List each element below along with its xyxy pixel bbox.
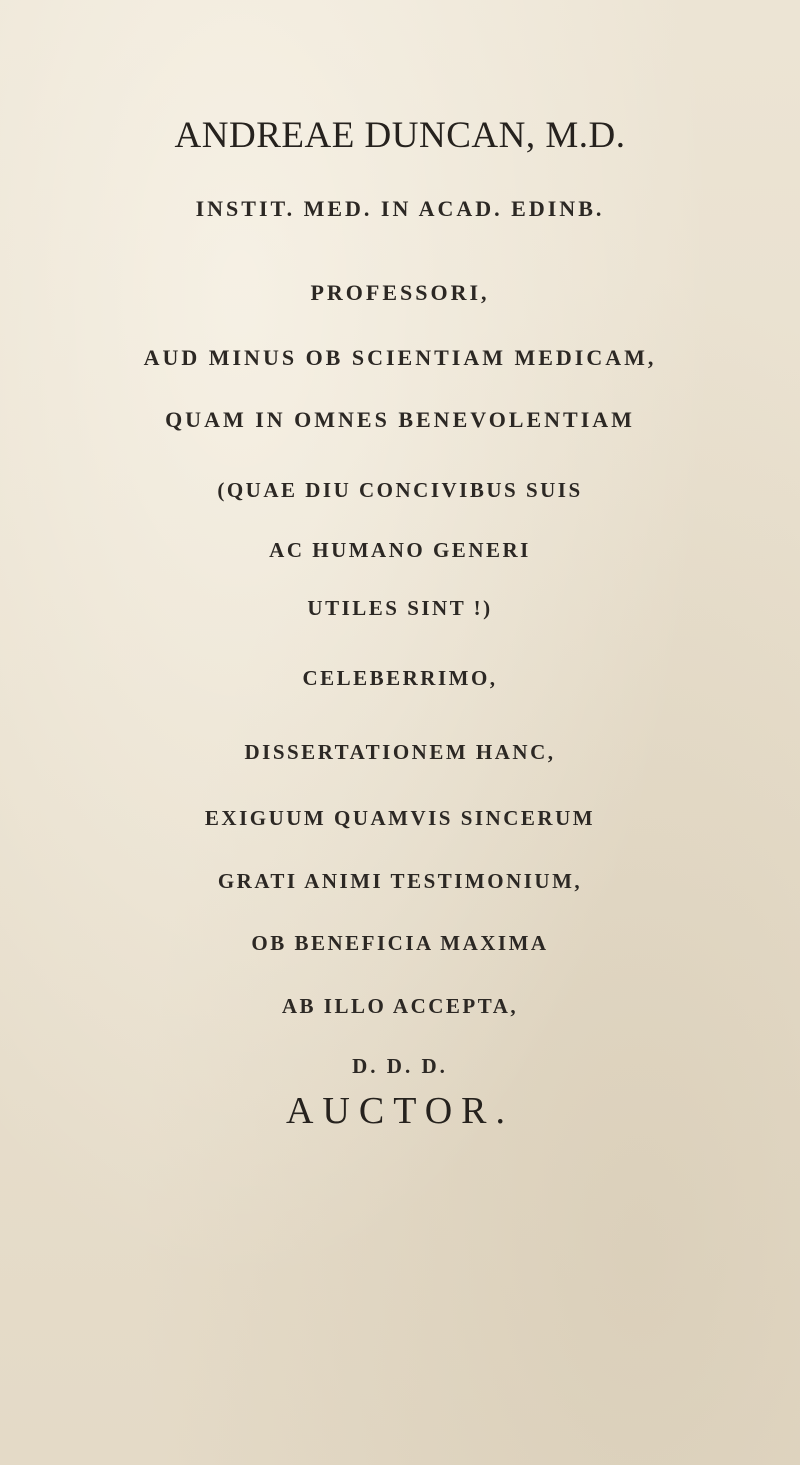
dedication-line-utiles: UTILES SINT !) <box>307 596 493 620</box>
dedication-line-exiguum: EXIGUUM QUAMVIS SINCERUM <box>204 806 596 830</box>
dedication-line-institution: INSTIT. MED. IN ACAD. EDINB. <box>195 196 605 221</box>
dedication-line-benevolentiam: QUAM IN OMNES BENEVOLENTIAM <box>165 407 635 432</box>
dedication-line-concivibus: (QUAE DIU CONCIVIBUS SUIS <box>217 478 583 502</box>
dedication-line-scientiam: AUD MINUS OB SCIENTIAM MEDICAM, <box>143 345 657 370</box>
dedication-line-celeberrimo: CELEBERRIMO, <box>302 666 498 690</box>
dedication-line-testimonium: GRATI ANIMI TESTIMONIUM, <box>217 869 583 893</box>
dedication-line-professori: PROFESSORI, <box>310 280 490 305</box>
dedication-line-ddd: D. D. D. <box>352 1054 448 1078</box>
dedication-line-dissertationem: DISSERTATIONEM HANC, <box>244 740 556 764</box>
dedication-line-accepta: AB ILLO ACCEPTA, <box>281 994 519 1018</box>
dedication-line-beneficia: OB BENEFICIA MAXIMA <box>251 931 549 955</box>
dedication-line-generi: AC HUMANO GENERI <box>269 538 531 562</box>
dedicatee-name: ANDREAE DUNCAN, M.D. <box>174 115 626 156</box>
author-signature: AUCTOR. <box>285 1090 515 1132</box>
